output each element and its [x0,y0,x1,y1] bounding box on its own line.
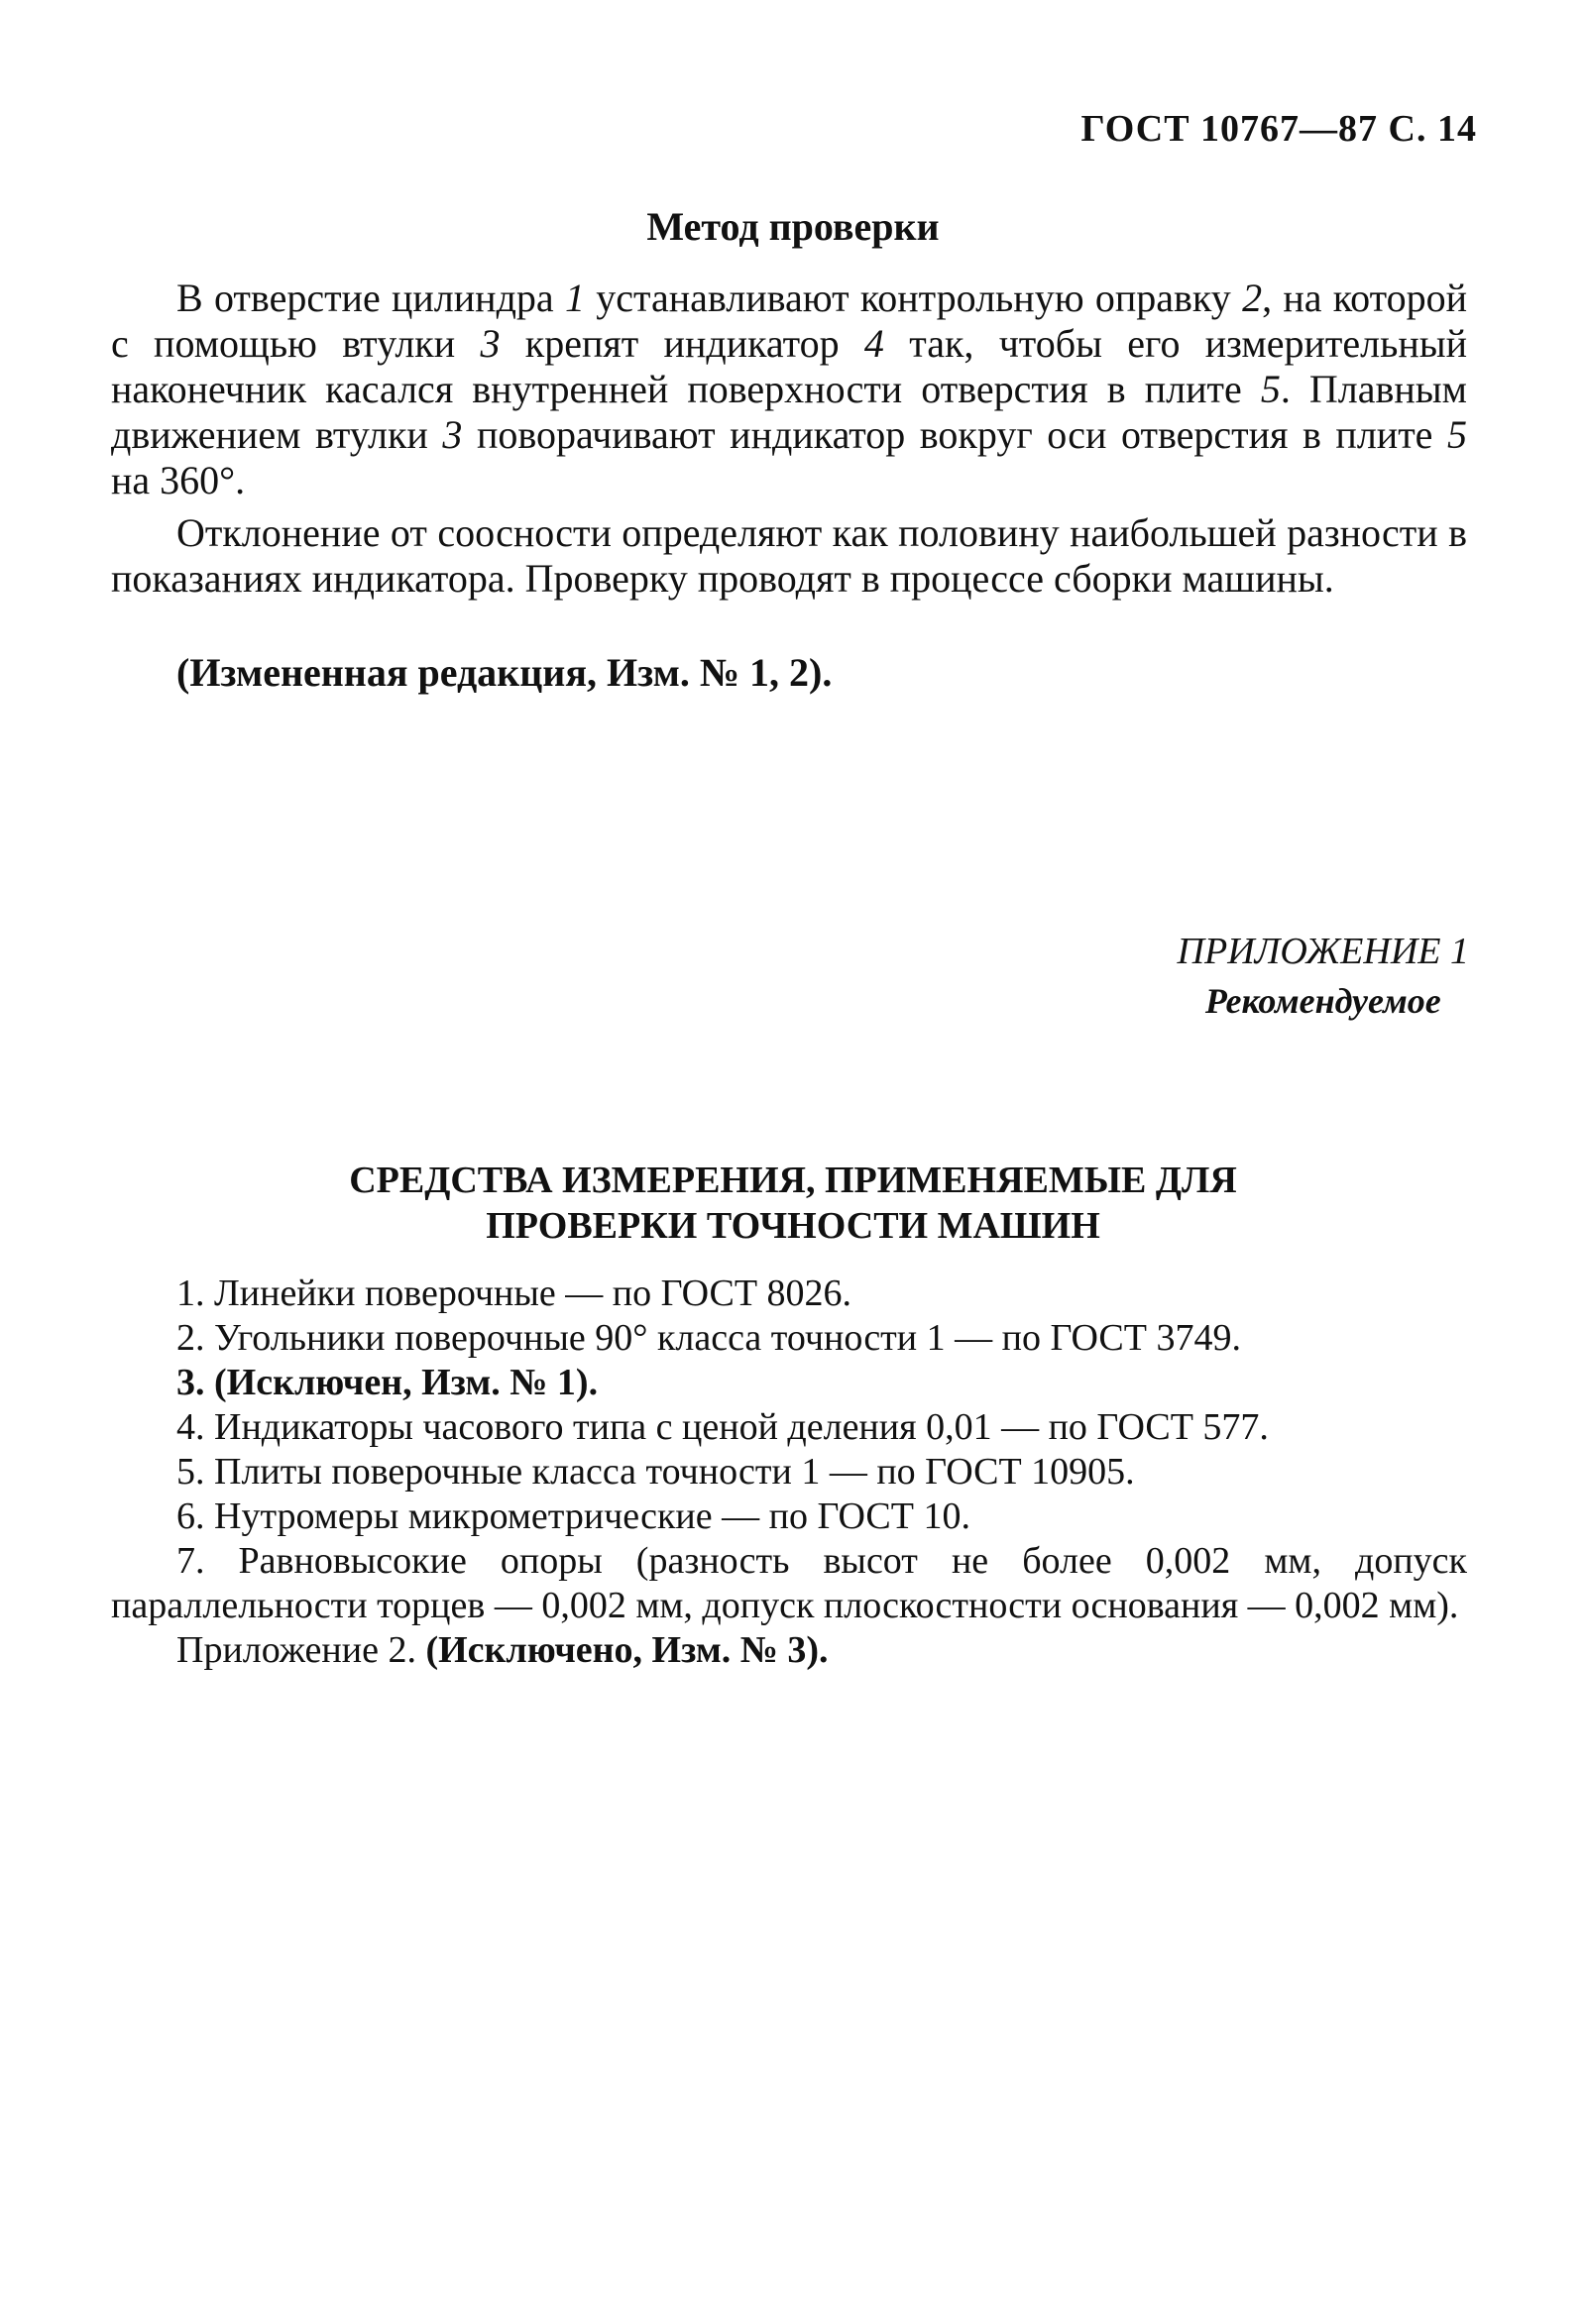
instruments-list [111,1272,1467,1673]
appendix-2-prefix: Приложение 2. [176,1629,426,1671]
p1-ref-3: 3 [480,321,501,366]
p1-text-7: поворачивают индикатор вокруг оси отверстия в плите [462,412,1447,457]
annex-title-line-2: ПРОВЕРКИ ТОЧНОСТИ МАШИН [486,1205,1100,1247]
p1-text-1: В отверстие цилиндра [176,276,565,320]
annex-heading [1178,927,1469,1026]
list-item: 5. Плиты поверочные класса точности 1 — по ГОСТ 10905. [176,1451,1135,1493]
p1-text-4: крепят индикатор [500,321,864,366]
list-item-excluded: 3. (Исключен, Изм. № 1). [176,1362,599,1403]
annex-title-line-1: СРЕДСТВА ИЗМЕРЕНИЯ, ПРИМЕНЯЕМЫЕ ДЛЯ [349,1160,1237,1201]
method-title: Метод проверки [646,204,940,249]
p1-text-3: , на которой с помощью втулки [111,276,1468,366]
appendix-2-excluded: (Исключено, Изм. № 3). [425,1629,829,1671]
p1-text-8: на 360°. [111,458,246,502]
method-paragraph-2 [111,510,1467,602]
page-header-doc-code: ГОСТ 10767—87 С. 14 [1080,108,1477,150]
p1-ref-7: 5 [1447,412,1467,457]
revision-note: (Измененная редакция, Изм. № 1, 2). [176,650,833,695]
list-item [111,1361,1467,1405]
annex-label: ПРИЛОЖЕНИЕ 1 [1177,931,1469,972]
list-item: 6. Нутромеры микрометрические — по ГОСТ 10. [176,1495,970,1537]
annex-title [0,1158,1586,1249]
p1-text-2: устанавливают контрольную оправку [584,276,1243,320]
list-item: 1. Линейки поверочные — по ГОСТ 8026. [176,1273,852,1314]
p1-ref-2: 2 [1242,276,1263,320]
p1-ref-4: 4 [863,321,884,366]
list-item: 2. Угольники поверочные 90° класса точности 1 — по ГОСТ 3749. [176,1317,1241,1359]
method-paragraph-1 [111,276,1467,503]
p1-text-6: . Плавным движением втулки [111,367,1467,457]
p1-ref-5: 5 [1260,367,1281,411]
method-paragraph-1-text [111,276,1467,503]
list-item: 4. Индикаторы часового типа с ценой деления 0,01 — по ГОСТ 577. [176,1406,1269,1448]
p1-ref-1: 1 [564,276,585,320]
appendix-2-note [111,1628,1467,1673]
list-item: 7. Равновысокие опоры (разность высот не более 0,002 мм, допуск параллельности торцев — 0,002 мм, допуск плоскостности основания — 0,002 мм). [111,1540,1467,1626]
annex-status: Рекомендуемое [1204,981,1441,1021]
method-paragraph-2-text: Отклонение от соосности определяют как половину наибольшей разности в показаниях индикатора. Проверку проводят в процессе сборки машины. [111,510,1467,601]
p1-ref-6: 3 [442,412,463,457]
p1-text-5: так, чтобы его измерительный наконечник касался внутренней поверхности отверстия в плите [111,321,1468,411]
